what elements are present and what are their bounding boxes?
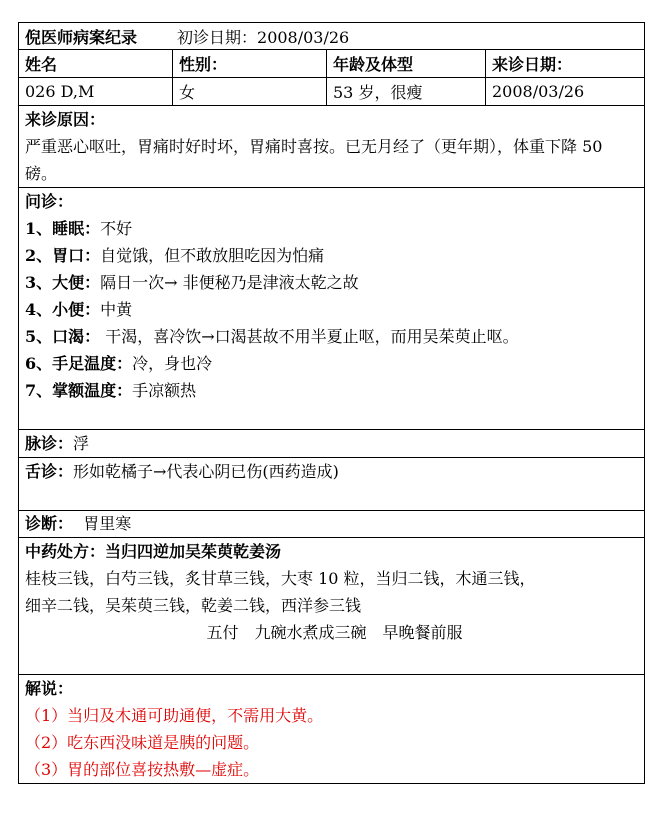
first-visit-date: 初诊日期：2008/03/26 (177, 27, 350, 47)
header-name: 姓名 (19, 50, 173, 78)
inquiry-item-text: 中黄 (100, 300, 133, 319)
prescription-line-2: 细辛二钱，吴茱萸三钱，乾姜二钱，西洋参三钱 (25, 596, 362, 615)
case-record-sheet (18, 22, 644, 784)
prescription-line-1: 桂枝三钱，白芍三钱，炙甘草三钱，大枣 10 粒，当归二钱，木通三钱， (25, 569, 536, 588)
inquiry-item-text: 干渴，喜冷饮→口渴甚故不用半夏止呕，而用吴茱萸止呕。 (100, 327, 519, 346)
header-row (19, 50, 645, 78)
notes-row (19, 675, 645, 784)
inquiry-item-label: 4、小便： (25, 300, 101, 319)
patient-visit-date: 2008/03/26 (486, 78, 645, 106)
notes-label: 解说： (25, 679, 74, 698)
header-age-build: 年龄及体型 (327, 50, 486, 78)
tongue-cell (19, 458, 645, 511)
reason-label: 来诊原因： (25, 110, 106, 129)
pulse-text: 浮 (73, 434, 90, 453)
inquiry-item-stool (25, 269, 644, 296)
inquiry-item-text: 手凉额热 (132, 381, 197, 400)
diagnosis-cell (19, 511, 645, 538)
inquiry-item-text: 隔日一次→ 非便秘乃是津液太乾之故 (100, 273, 359, 292)
inquiry-cell (19, 188, 645, 430)
inquiry-item-text: 冷，身也冷 (132, 354, 213, 373)
inquiry-label: 问诊： (25, 192, 74, 211)
diagnosis-text: 胃里寒 (73, 514, 132, 533)
pulse-cell (19, 430, 645, 458)
inquiry-item-label: 1、睡眠： (25, 219, 101, 238)
inquiry-row (19, 188, 645, 430)
inquiry-item-thirst (25, 323, 644, 350)
diagnosis-label: 诊断： (25, 514, 74, 533)
inquiry-item-text: 自觉饿，但不敢放胆吃因为怕痛 (100, 246, 325, 265)
diagnosis-row (19, 511, 645, 538)
prescription-row (19, 538, 645, 675)
inquiry-item-palm-forehead-temperature (25, 377, 644, 404)
patient-age-build: 53 岁，很瘦 (327, 78, 486, 106)
inquiry-item-label: 3、大便： (25, 273, 101, 292)
title-cell (19, 23, 645, 50)
inquiry-item-label: 2、胃口： (25, 246, 101, 265)
pulse-label: 脉诊： (25, 434, 74, 453)
pulse-row (19, 430, 645, 458)
header-gender: 性别： (173, 50, 327, 78)
inquiry-item-sleep (25, 215, 644, 242)
tongue-text: 形如乾橘子→代表心阴已伤(西药造成) (73, 462, 339, 481)
note-item: （3）胃的部位喜按热敷—虚症。 (25, 760, 260, 779)
inquiry-item-label: 7、掌额温度： (25, 381, 133, 400)
title-row (19, 23, 645, 50)
prescription-label: 中药处方：当归四逆加吴茱萸乾姜汤 (25, 542, 282, 561)
reason-cell (19, 106, 645, 188)
notes-cell (19, 675, 645, 784)
values-row (19, 78, 645, 106)
tongue-label: 舌诊： (25, 462, 74, 481)
inquiry-item-label: 5、口渴： (25, 327, 101, 346)
inquiry-item-appetite (25, 242, 644, 269)
reason-row (19, 106, 645, 188)
patient-gender: 女 (173, 78, 327, 106)
note-item: （1）当归及木通可助通便，不需用大黄。 (25, 706, 324, 725)
prescription-cell (19, 538, 645, 675)
inquiry-item-limb-temperature (25, 350, 644, 377)
header-visit-date: 来诊日期： (486, 50, 645, 78)
note-item: （2）吃东西没味道是胰的问题。 (25, 733, 260, 752)
inquiry-item-text: 不好 (100, 219, 133, 238)
inquiry-item-label: 6、手足温度： (25, 354, 133, 373)
case-record-table (18, 22, 645, 784)
inquiry-item-urine (25, 296, 644, 323)
tongue-row (19, 458, 645, 511)
patient-id: 026 D,M (19, 78, 173, 106)
reason-text: 严重恶心呕吐，胃痛时好时坏，胃痛时喜按。已无月经了（更年期），体重下降 50 磅。 (25, 137, 603, 183)
prescription-dosage: 五付 九碗水煮成三碗 早晚餐前服 (206, 623, 463, 642)
record-title: 倪医师病案纪录 (25, 27, 138, 47)
